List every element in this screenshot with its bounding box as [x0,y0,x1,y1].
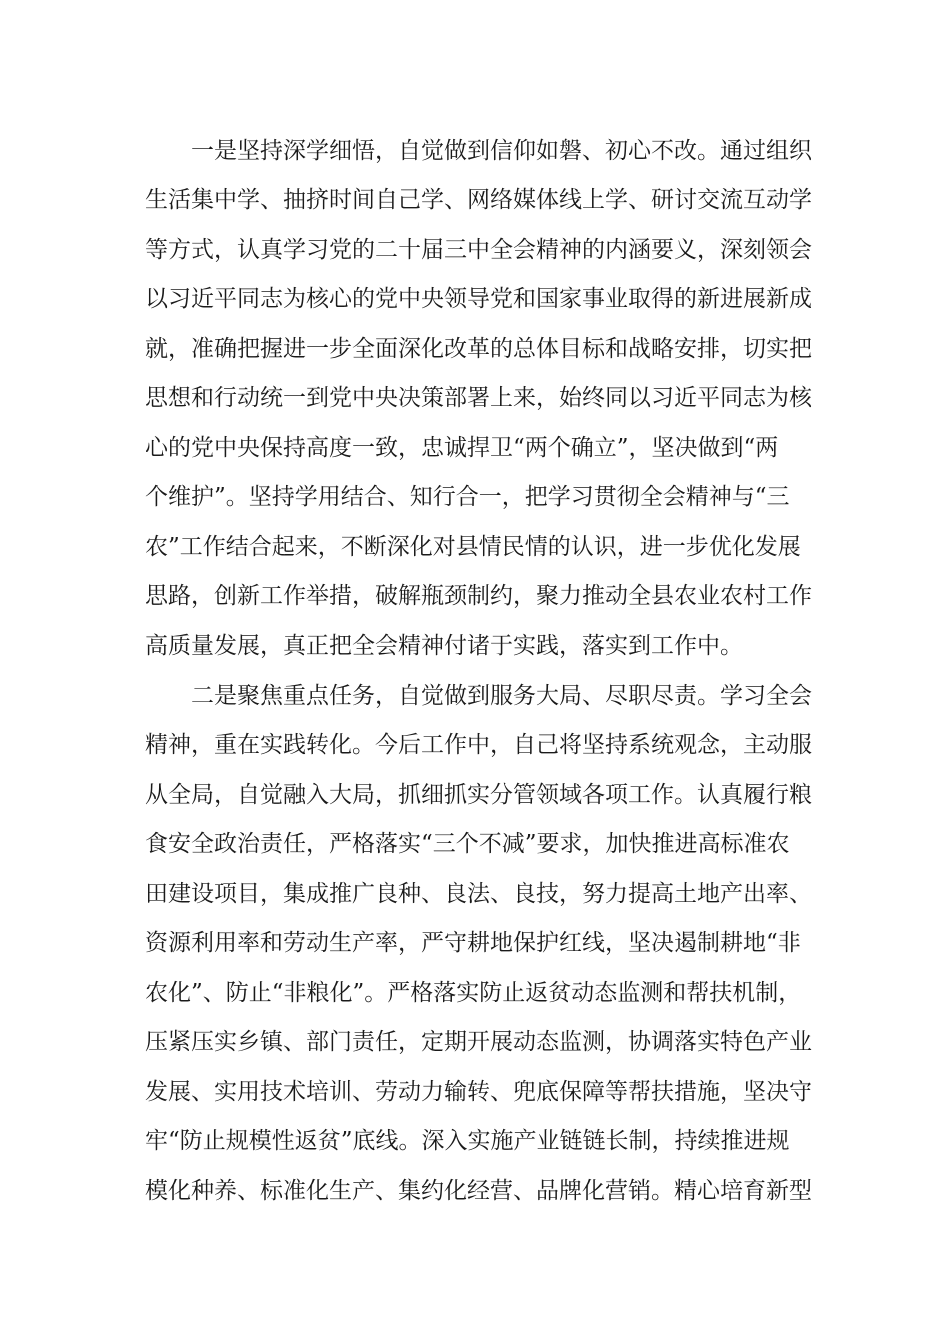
paragraph-2-line-6: 资源利用率和劳动生产率，严守耕地保护红线，坚决遏制耕地“非 [145,930,801,956]
paragraph-1-line-8: 个维护”。坚持学用结合、知行合一，把学习贯彻全会精神与“三 [145,484,790,510]
paragraph-1-line-2: 生活集中学、抽挤时间自己学、网络媒体线上学、研讨交流互动学 [145,187,812,213]
body-text [145,0,815,1344]
paragraph-2-line-11: 模化种养、标准化生产、集约化经营、品牌化营销。精心培育新型 [145,1178,812,1204]
paragraph-2-line-2: 精神，重在实践转化。今后工作中，自己将坚持系统观念，主动服 [145,732,812,758]
paragraph-1-line-11: 高质量发展，真正把全会精神付诸于实践，落实到工作中。 [145,633,743,659]
paragraph-1-line-9: 农”工作结合起来，不断深化对县情民情的认识，进一步优化发展 [145,534,801,560]
paragraph-1-line-4: 以习近平同志为核心的党中央领导党和国家事业取得的新进展新成 [145,286,812,312]
paragraph-2-line-1: 二是聚焦重点任务，自觉做到服务大局、尽职尽责。学习全会 [191,683,812,709]
paragraph-1-line-1: 一是坚持深学细悟，自觉做到信仰如磐、初心不改。通过组织 [191,138,812,164]
paragraph-1-line-3: 等方式，认真学习党的二十届三中全会精神的内涵要义，深刻领会 [145,237,812,263]
paragraph-2-line-7: 农化”、防止“非粮化”。严格落实防止返贫动态监测和帮扶机制， [145,980,802,1006]
paragraph-2-line-8: 压紧压实乡镇、部门责任，定期开展动态监测，协调落实特色产业 [145,1029,812,1055]
paragraph-2-line-10: 牢“防止规模性返贫”底线。深入实施产业链链长制，持续推进规 [145,1128,790,1154]
paragraph-1-line-5: 就，准确把握进一步全面深化改革的总体目标和战略安排，切实把 [145,336,812,362]
paragraph-1-line-10: 思路，创新工作举措，破解瓶颈制约，聚力推动全县农业农村工作 [145,583,812,609]
paragraph-2-line-3: 从全局，自觉融入大局，抓细抓实分管领域各项工作。认真履行粮 [145,782,812,808]
paragraph-2-line-4: 食安全政治责任，严格落实“三个不减”要求，加快推进高标准农 [145,831,790,857]
paragraph-2-line-5: 田建设项目，集成推广良种、良法、良技，努力提高土地产出率、 [145,881,812,907]
paragraph-1-line-6: 思想和行动统一到党中央决策部署上来，始终同以习近平同志为核 [145,385,812,411]
paragraph-2-line-9: 发展、实用技术培训、劳动力输转、兜底保障等帮扶措施，坚决守 [145,1079,812,1105]
paragraph-1-line-7: 心的党中央保持高度一致，忠诚捍卫“两个确立”，坚决做到“两 [145,435,779,461]
